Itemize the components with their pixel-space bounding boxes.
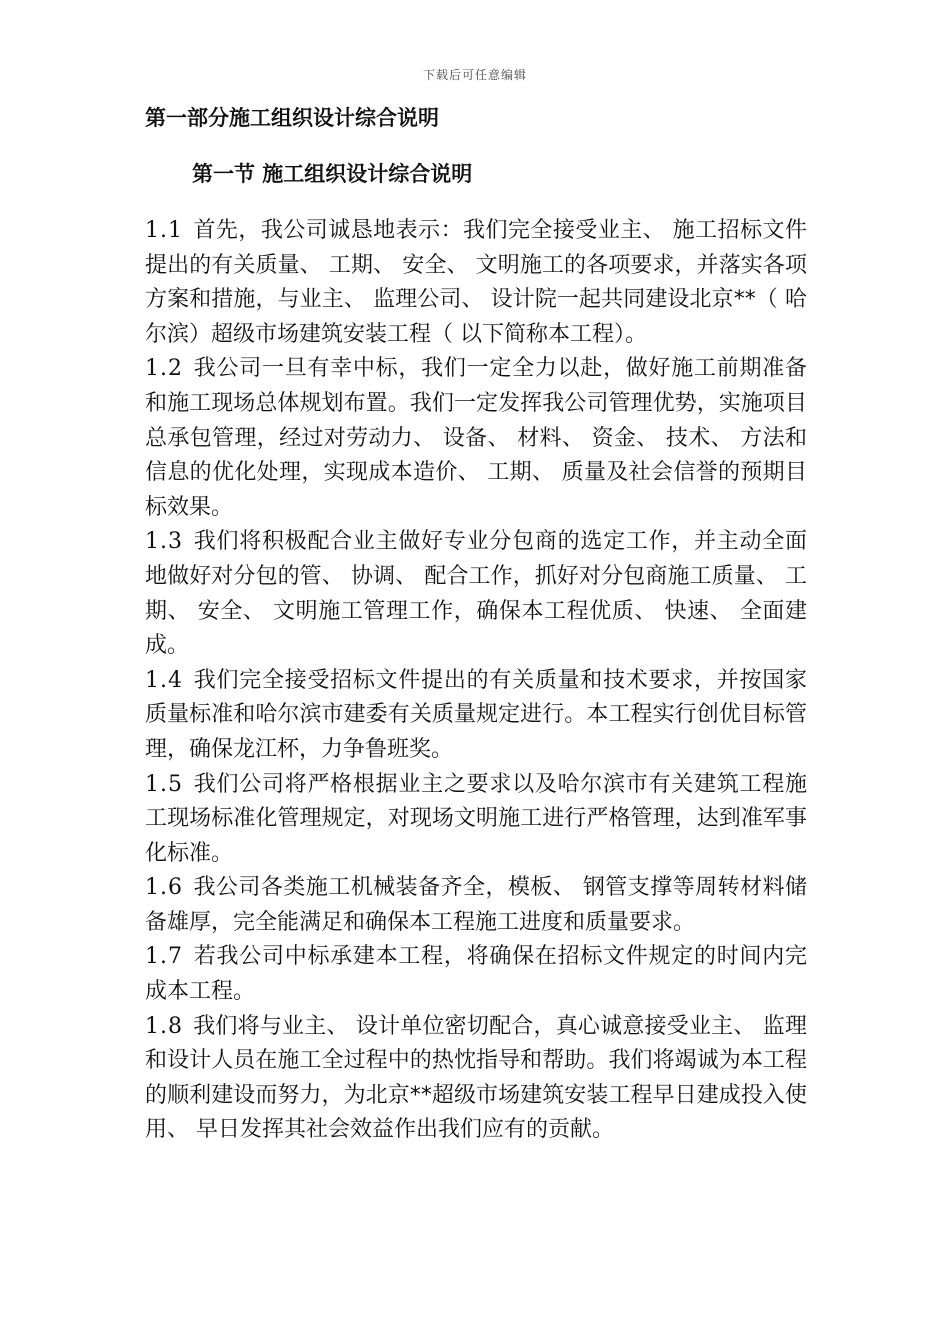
- paragraph-number: 1.2: [145, 356, 183, 382]
- paragraph-1-8: [145, 1010, 807, 1148]
- paragraph-1-6: [145, 871, 807, 940]
- paragraph-number: 1.7: [145, 944, 183, 970]
- document-body: [145, 214, 807, 1148]
- paragraph-number: 1.3: [145, 529, 183, 555]
- paragraph-number: 1.6: [145, 875, 183, 901]
- paragraph-1-3: [145, 525, 807, 663]
- paragraph-number: 1.1: [145, 218, 183, 243]
- paragraph-1-2: [145, 352, 807, 525]
- paragraph-1-5: [145, 768, 807, 872]
- paragraph-text: 若我公司中标承建本工程，将确保在招标文件规定的时间内完成本工程。: [145, 944, 807, 1005]
- paragraph-text: 我们将与业主、 设计单位密切配合，真心诚意接受业主、 监理和设计人员在施工全过程中的热忱指导和帮助。我们将竭诚为本工程的顺利建设而努力，为北京**超级市场建筑安装工程早日建成投入使用、 早日发挥其社会效益作出我们应有的贡献。: [145, 1013, 807, 1143]
- paragraph-1-1: [145, 214, 807, 352]
- paragraph-text: 我公司一旦有幸中标，我们一定全力以赴，做好施工前期准备和施工现场总体规划布置。我们一定发挥我公司管理优势，实施项目总承包管理，经过对劳动力、 设备、 材料、 资金、 技术、 方法和信息的优化处理，实现成本造价、 工期、 质量及社会信誉的预期目标效果。: [145, 356, 807, 520]
- section-title: 第一节 施工组织设计综合说明: [192, 162, 473, 186]
- paragraph-text: 我公司各类施工机械装备齐全，模板、 钢管支撑等周转材料储备雄厚，完全能满足和确保本工程施工进度和质量要求。: [145, 875, 807, 935]
- paragraph-text: 首先，我公司诚恳地表示：我们完全接受业主、 施工招标文件提出的有关质量、 工期、 安全、 文明施工的各项要求，并落实各项方案和措施，与业主、 监理公司、 设计院一起共同建设北京**（ 哈尔滨）超级市场建筑安装工程（ 以下简称本工程）。: [145, 218, 807, 347]
- header-note: 下载后可任意编辑: [422, 68, 527, 82]
- part-title: 第一部分施工组织设计综合说明: [145, 106, 439, 130]
- paragraph-1-4: [145, 664, 807, 768]
- paragraph-number: 1.8: [145, 1013, 183, 1039]
- paragraph-number: 1.4: [145, 667, 183, 693]
- paragraph-1-7: [145, 940, 807, 1009]
- paragraph-text: 我们将积极配合业主做好专业分包商的选定工作，并主动全面地做好对分包的管、 协调、 配合工作，抓好对分包商施工质量、 工期、 安全、 文明施工管理工作，确保本工程优质、 快速、 全面建成。: [145, 529, 807, 659]
- paragraph-number: 1.5: [145, 771, 183, 797]
- paragraph-text: 我们完全接受招标文件提出的有关质量和技术要求，并按国家质量标准和哈尔滨市建委有关质量规定进行。本工程实行创优目标管理，确保龙江杯，力争鲁班奖。: [145, 667, 807, 762]
- paragraph-text: 我们公司将严格根据业主之要求以及哈尔滨市有关建筑工程施工现场标准化管理规定，对现场文明施工进行严格管理，达到准军事化标准。: [145, 771, 807, 866]
